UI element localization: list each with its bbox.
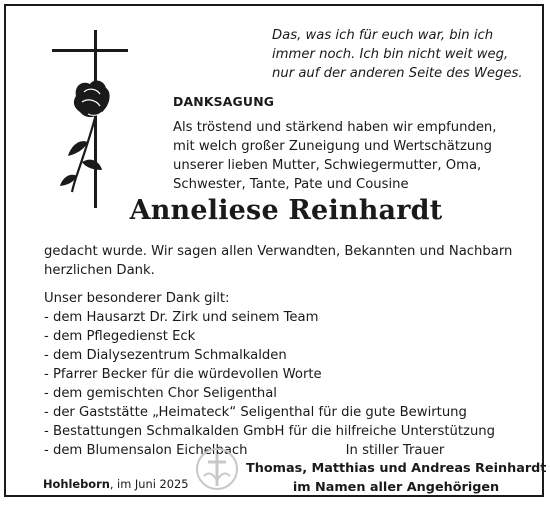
section-heading: DANKSAGUNG — [173, 94, 275, 109]
family-line: im Namen aller Angehörigen — [292, 480, 500, 495]
list-item: - Pfarrer Becker für die würdevollen Worte — [44, 367, 322, 382]
spacer — [44, 280, 534, 289]
in-mourning-label: In stiller Trauer — [345, 443, 445, 458]
thanks-line: herzlichen Dank. — [44, 263, 155, 278]
deceased-name: Anneliese Reinhardt — [129, 195, 443, 226]
list-item: - der Gaststätte „Heimateck“ Seligenthal für die gute Bewirtung — [44, 405, 467, 420]
intro-line: Schwester, Tante, Pate und Cousine — [173, 177, 409, 192]
list-item: - dem Pflegedienst Eck — [44, 329, 196, 344]
list-item: - Bestattungen Schmalkalden GmbH für die hilfreiche Unterstützung — [44, 424, 496, 439]
thanks-line: gedacht wurde. Wir sagen allen Verwandten, Bekannten und Nachbarn — [44, 244, 513, 259]
family-signature — [246, 459, 546, 497]
intro-line: mit welch großer Zuneigung und Wertschätzung — [173, 139, 493, 154]
cross-with-rose-icon — [48, 30, 128, 208]
intro-text — [173, 118, 523, 194]
family-line: Thomas, Matthias und Andreas Reinhardt — [246, 461, 547, 476]
thanks-body — [44, 242, 534, 460]
place-date: , im Juni 2025 — [109, 477, 189, 491]
poem-line: immer noch. Ich bin nicht weit weg, — [272, 47, 509, 62]
place-and-date — [43, 477, 189, 491]
obituary-notice — [4, 4, 547, 497]
list-item: - dem gemischten Chor Seligenthal — [44, 386, 277, 401]
list-item: - dem Hausarzt Dr. Zirk und seinem Team — [44, 310, 319, 325]
intro-line: unserer lieben Mutter, Schwiegermutter, Oma, — [173, 158, 482, 173]
intro-line: Als tröstend und stärkend haben wir empfunden, — [173, 120, 497, 135]
list-item: - dem Blumensalon Eichelbach — [44, 443, 248, 458]
poem — [272, 26, 534, 83]
poem-line: nur auf der anderen Seite des Weges. — [272, 66, 523, 81]
place-town: Hohleborn — [43, 477, 110, 491]
funeral-emblem-icon — [194, 446, 240, 492]
list-item: - dem Dialysezentrum Schmalkalden — [44, 348, 287, 363]
poem-line: Das, was ich für euch war, bin ich — [272, 28, 494, 43]
special-thanks-heading: Unser besonderer Dank gilt: — [44, 291, 230, 306]
